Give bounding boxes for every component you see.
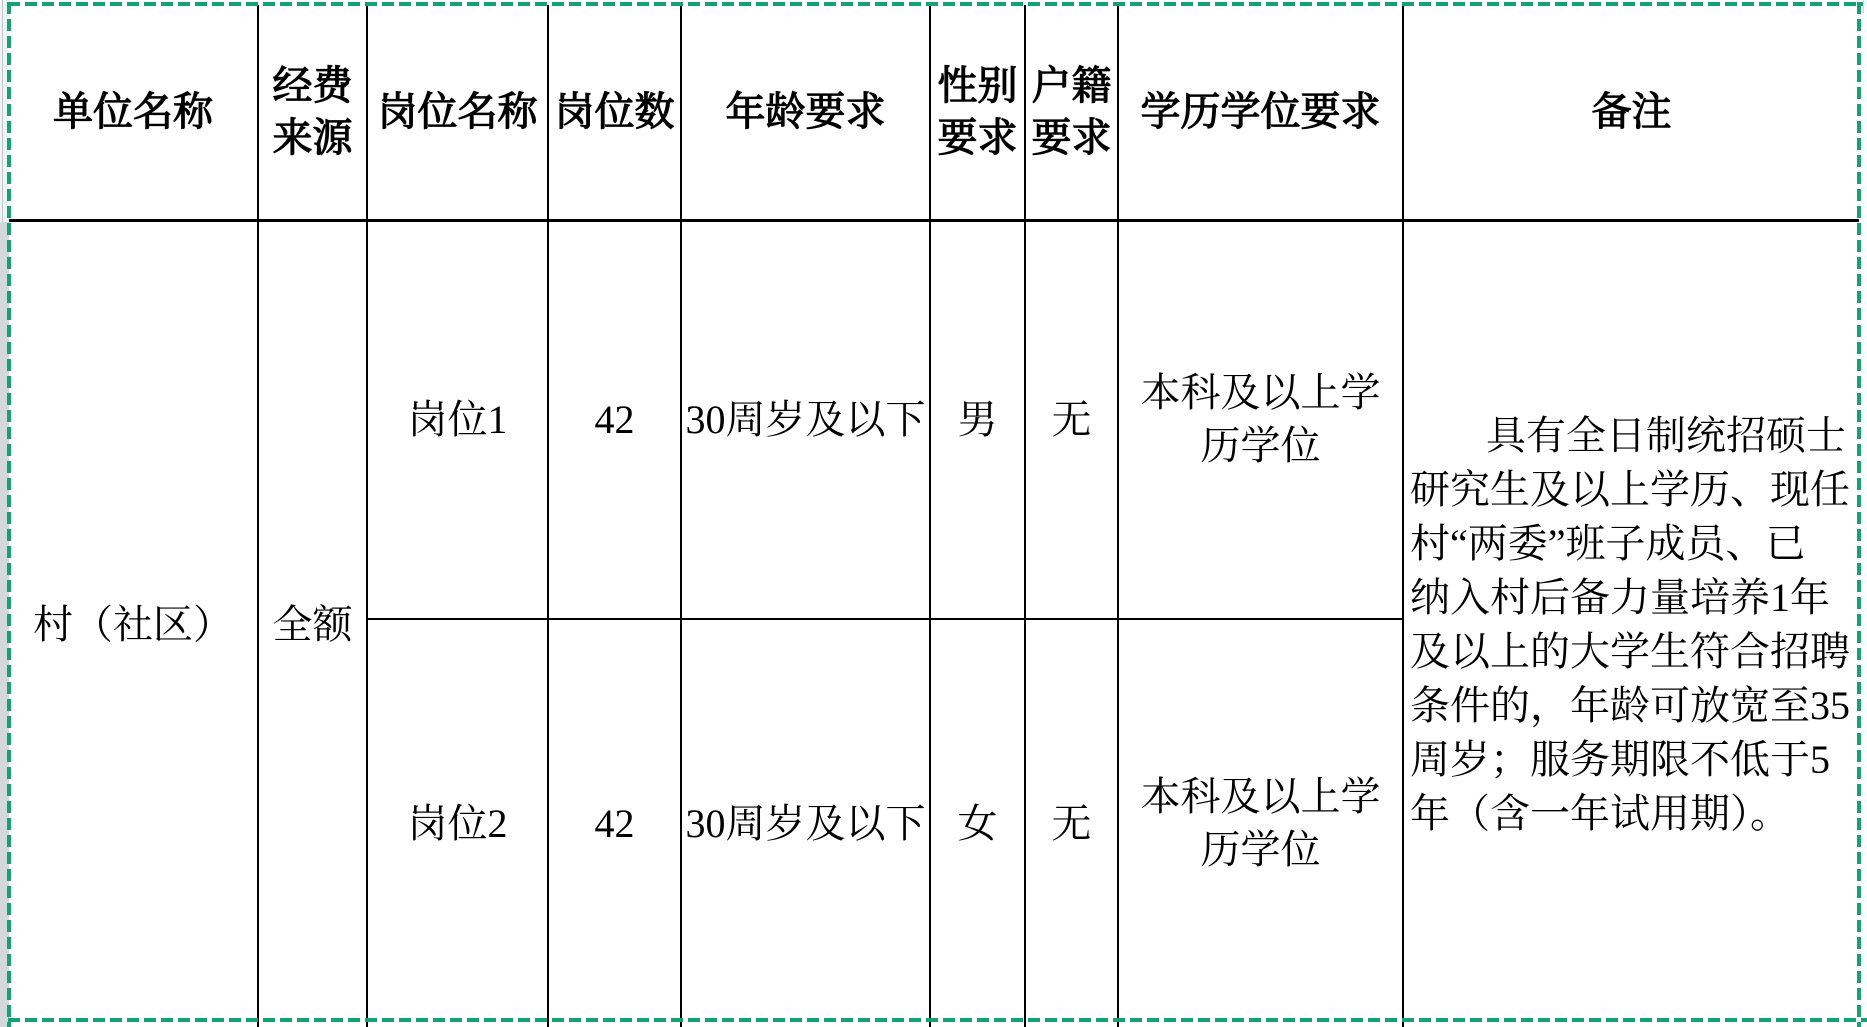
top-right-gridline-stub (1863, 0, 1864, 13)
cell-gender-row1[interactable]: 男 (931, 222, 1026, 620)
cell-unit-name[interactable]: 村（社区） (9, 222, 259, 1027)
page-break-line-left[interactable] (7, 2, 11, 1027)
header-remarks[interactable]: 备注 (1404, 5, 1859, 222)
page-break-line-right[interactable] (1857, 2, 1861, 1027)
cell-position-count-row1[interactable]: 42 (549, 222, 682, 620)
remarks-line: 纳入村后备力量培养1年 (1410, 574, 1830, 620)
remarks-line: 研究生及以上学历、现任 (1410, 466, 1850, 512)
cell-position-name-row1[interactable]: 岗位1 (368, 222, 549, 620)
left-margin-gridline (2, 0, 3, 222)
remarks-line: 及以上的大学生符合招聘 (1410, 628, 1850, 674)
cell-age-row1[interactable]: 30周岁及以下 (682, 222, 931, 620)
cell-residency-row2[interactable]: 无 (1026, 620, 1119, 1027)
page-break-line-bottom[interactable] (8, 1018, 1867, 1022)
cell-education-row2[interactable]: 本科及以上学历学位 (1119, 620, 1404, 1027)
header-position-name[interactable]: 岗位名称 (368, 5, 549, 222)
cell-education-row1[interactable]: 本科及以上学历学位 (1119, 222, 1404, 620)
header-unit-name[interactable]: 单位名称 (9, 5, 259, 222)
recruitment-table (9, 5, 1859, 1027)
header-education-requirement[interactable]: 学历学位要求 (1119, 5, 1404, 222)
cell-position-name-row2[interactable]: 岗位2 (368, 620, 549, 1027)
page-break-line-top[interactable] (8, 2, 1863, 6)
cell-residency-row1[interactable]: 无 (1026, 222, 1119, 620)
remarks-line: 年（含一年试用期）。 (1410, 790, 1790, 836)
cell-age-row2[interactable]: 30周岁及以下 (682, 620, 931, 1027)
cell-position-count-row2[interactable]: 42 (549, 620, 682, 1027)
header-gender-requirement[interactable]: 性别要求 (931, 5, 1026, 222)
header-funding-source[interactable]: 经费来源 (259, 5, 368, 222)
remarks-line: 村“两委”班子成员、已 (1410, 520, 1806, 566)
header-age-requirement[interactable]: 年龄要求 (682, 5, 931, 222)
cell-gender-row2[interactable]: 女 (931, 620, 1026, 1027)
cell-remarks[interactable] (1404, 222, 1859, 1027)
header-position-count[interactable]: 岗位数 (549, 5, 682, 222)
remarks-line: 周岁；服务期限不低于5 (1410, 736, 1830, 782)
remarks-line: 条件的，年龄可放宽至35 (1410, 682, 1850, 728)
header-residency-requirement[interactable]: 户籍要求 (1026, 5, 1119, 222)
cell-funding-source[interactable]: 全额 (259, 222, 368, 1027)
remarks-line: 具有全日制统招硕士 (1486, 412, 1846, 458)
